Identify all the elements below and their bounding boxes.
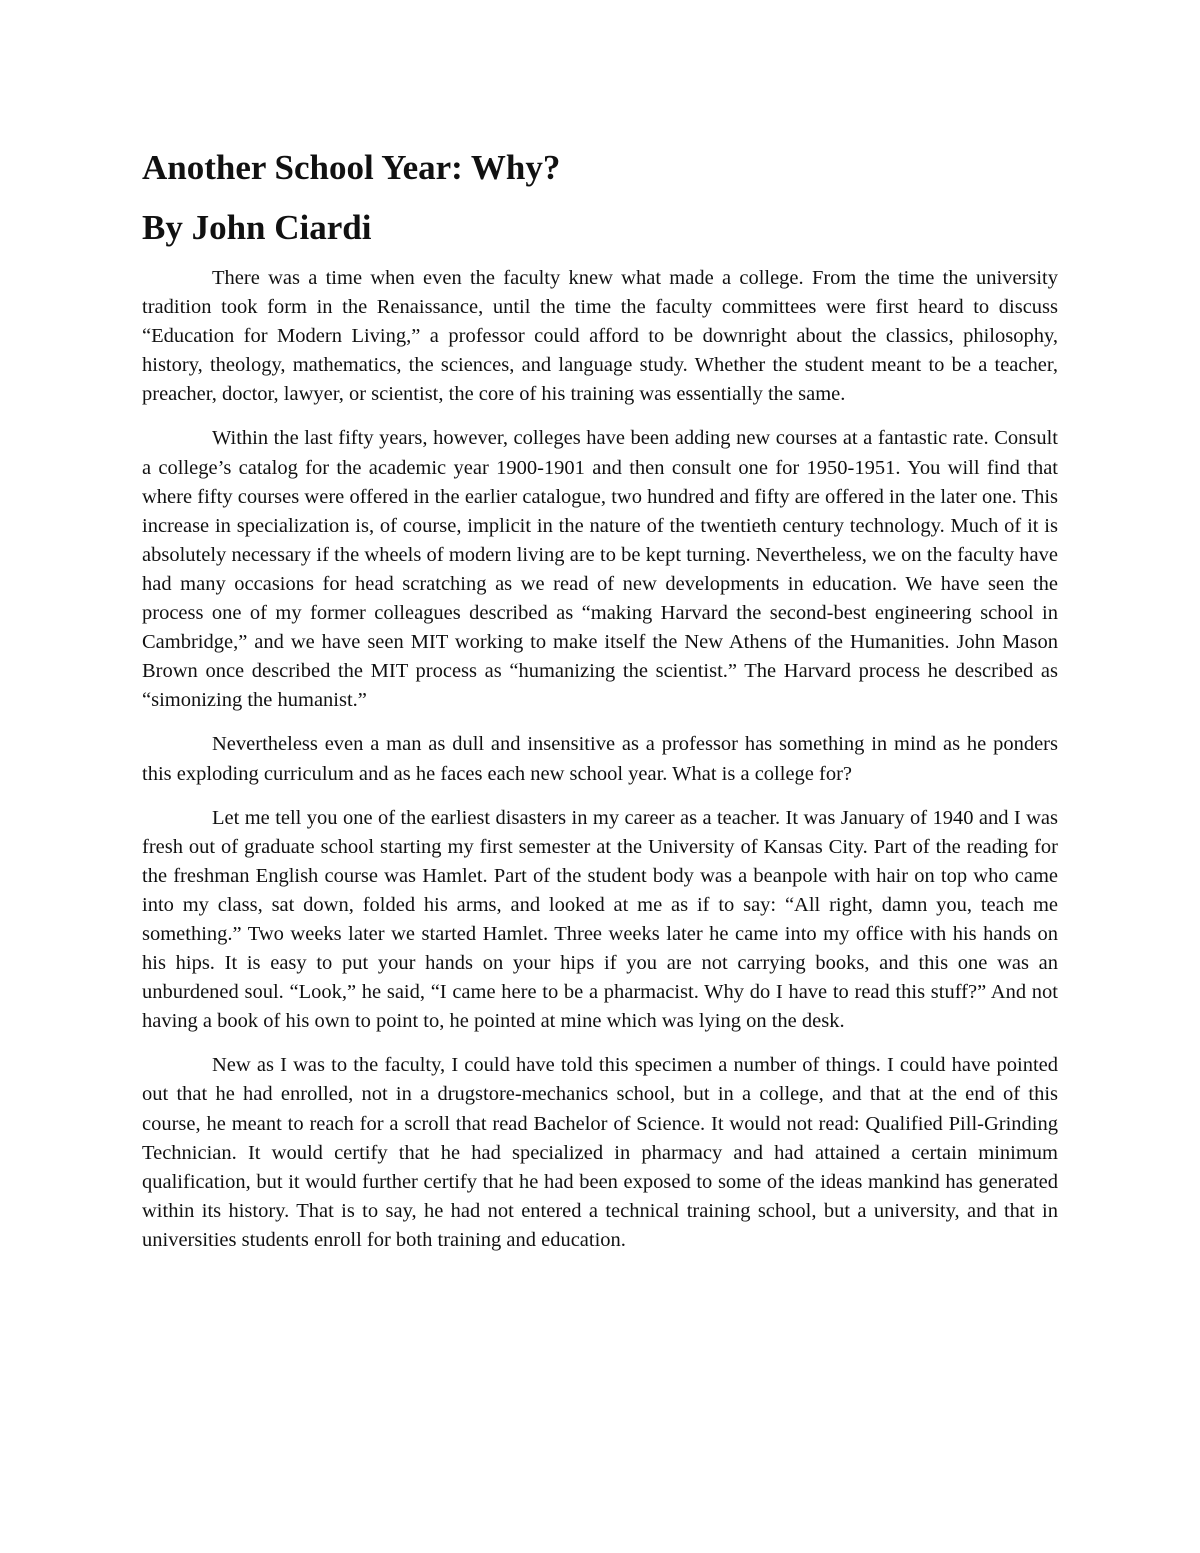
body-paragraph: There was a time when even the faculty knew what made a college. From the time the university tradition took form in the Renaissance, until the time the faculty committees were first heard to discuss “Education for Modern Living,” a professor could afford to be downright about the classics, philosophy, history, theology, mathematics, the sciences, and language study. Whether the student meant to be a teacher, preacher, doctor, lawyer, or scientist, the core of his training was essentially the same. (142, 267, 1058, 406)
document-page (142, 138, 1058, 1270)
document-byline: By John Ciardi (142, 208, 372, 247)
body-paragraph: Within the last fifty years, however, colleges have been adding new courses at a fantastic rate. Consult a college’s catalog for the academic year 1900-1901 and then consult one for 1950-1951. You will find that where fifty courses were offered in the earlier catalogue, two hundred and fifty are offered in the later one. This increase in specialization is, of course, implicit in the nature of the twentieth century technology. Much of it is absolutely necessary if the wheels of modern living are to be kept turning. Nevertheless, we on the faculty have had many occasions for head scratching as we read of new developments in education. We have seen the process one of my former colleagues described as “making Harvard the second-best engineering school in Cambridge,” and we have seen MIT working to make itself the New Athens of the Humanities. John Mason Brown once described the MIT process as “humanizing the scientist.” The Harvard process he described as “simonizing the humanist.” (142, 427, 1058, 712)
document-title: Another School Year: Why? (142, 148, 561, 187)
body-paragraph: Let me tell you one of the earliest disasters in my career as a teacher. It was January of 1940 and I was fresh out of graduate school starting my first semester at the University of Kansas City. Part of the reading for the freshman English course was Hamlet. Part of the student body was a beanpole with hair on top who came into my class, sat down, folded his arms, and looked at me as if to say: “All right, damn you, teach me something.” Two weeks later we started Hamlet. Three weeks later he came into my office with his hands on his hips. It is easy to put your hands on your hips if you are not carrying books, and this one was an unburdened soul. “Look,” he said, “I came here to be a pharmacist. Why do I have to read this stuff?” And not having a book of his own to point to, he pointed at mine which was lying on the desk. (142, 806, 1058, 1033)
body-paragraph: New as I was to the faculty, I could have told this specimen a number of things. I could have pointed out that he had enrolled, not in a drugstore-mechanics school, but in a college, and that at the end of this course, he meant to reach for a scroll that read Bachelor of Science. It would not read: Qualified Pill-Grinding Technician. It would certify that he had specialized in pharmacy and had attained a certain minimum qualification, but it would further certify that he had been exposed to some of the ideas mankind has generated within its history. That is to say, he had not entered a technical training school, but a university, and that in universities students enroll for both training and education. (142, 1054, 1058, 1251)
body-paragraph: Nevertheless even a man as dull and insensitive as a professor has something in mind as he ponders this exploding curriculum and as he faces each new school year. What is a college for? (142, 733, 1058, 785)
